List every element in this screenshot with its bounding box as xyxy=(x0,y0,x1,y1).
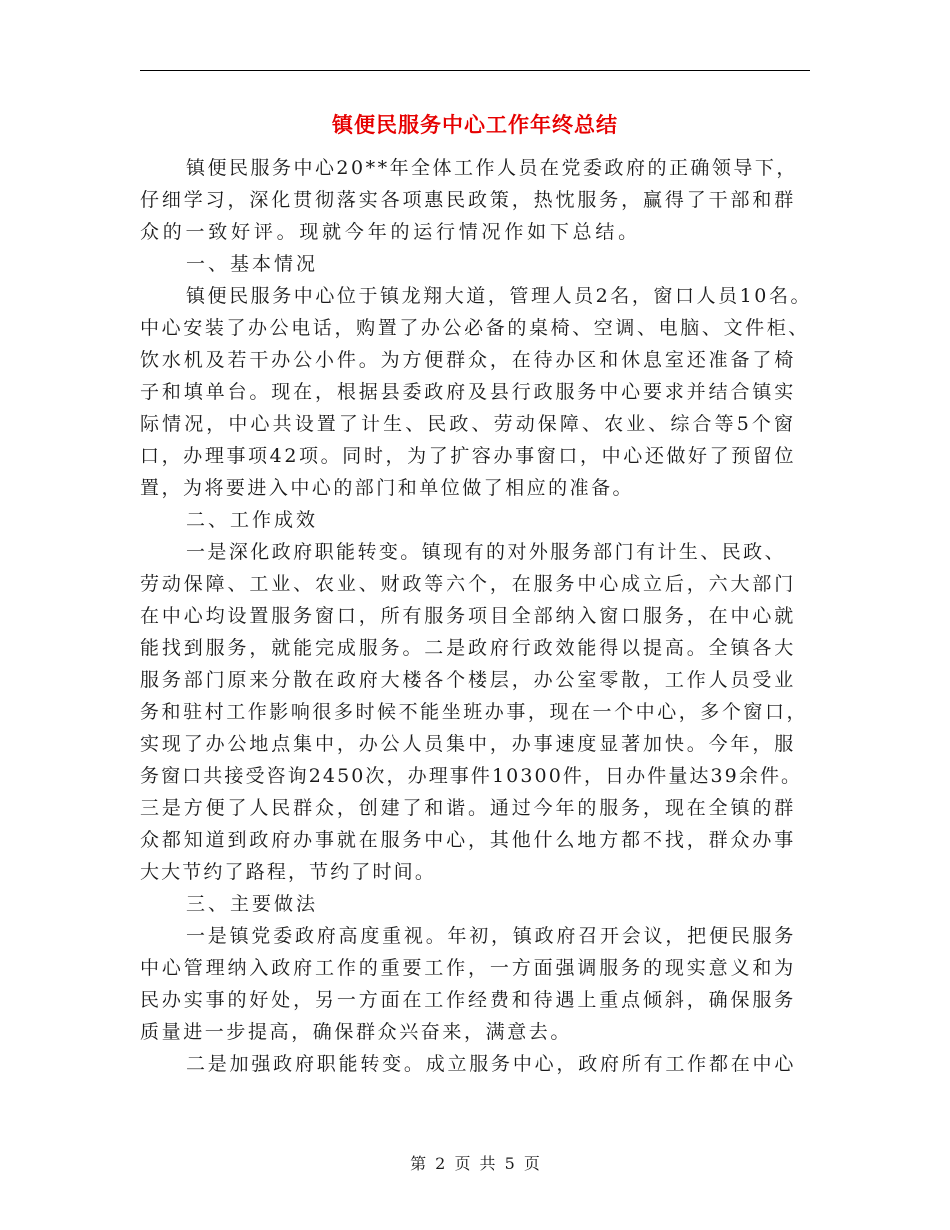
page-footer: 第 2 页 共 5 页 xyxy=(410,1154,540,1173)
body-line: 二是加强政府职能转变。成立服务中心，政府所有工作都在中心 xyxy=(186,1053,797,1075)
body-line: 众的一致好评。现就今年的运行情况作如下总结。 xyxy=(140,221,641,243)
body-line: 质量进一步提高，确保群众兴奋来，满意去。 xyxy=(140,1021,573,1043)
body-line: 中心安装了办公电话，购置了办公必备的桌椅、空调、电脑、文件柜、 xyxy=(140,317,810,339)
body-line: 镇便民服务中心20**年全体工作人员在党委政府的正确领导下， xyxy=(186,157,798,179)
body-line: 际情况，中心共设置了计生、民政、劳动保障、农业、综合等5个窗 xyxy=(140,413,797,435)
document-title: 镇便民服务中心工作年终总结 xyxy=(332,112,618,137)
body-line: 置，为将要进入中心的部门和单位做了相应的准备。 xyxy=(140,477,635,499)
body-line: 口，办理事项42项。同时，为了扩容办事窗口，中心还做好了预留位 xyxy=(140,445,797,467)
body-line: 劳动保障、工业、农业、财政等六个，在服务中心成立后，六大部门 xyxy=(140,573,797,595)
body-line: 子和填单台。现在，根据县委政府及县行政服务中心要求并结合镇实 xyxy=(140,381,797,403)
body-line: 务窗口共接受咨询2450次，办理事件10300件，日办件量达39余件。 xyxy=(140,765,803,787)
body-line: 中心管理纳入政府工作的重要工作，一方面强调服务的现实意义和为 xyxy=(140,957,797,979)
section-heading: 一、基本情况 xyxy=(186,253,319,275)
body-line: 民办实事的好处，另一方面在工作经费和待遇上重点倾斜，确保服务 xyxy=(140,989,797,1011)
body-line: 众都知道到政府办事就在服务中心，其他什么地方都不找，群众办事 xyxy=(140,829,797,851)
body-line: 能找到服务，就能完成服务。二是政府行政效能得以提高。全镇各大 xyxy=(140,637,797,659)
body-line: 服务部门原来分散在政府大楼各个楼层，办公室零散，工作人员受业 xyxy=(140,669,797,691)
section-heading: 二、工作成效 xyxy=(186,509,319,531)
body-line: 三是方便了人民群众，创建了和谐。通过今年的服务，现在全镇的群 xyxy=(140,797,797,819)
body-line: 饮水机及若干办公小件。为方便群众，在待办区和休息室还准备了椅 xyxy=(140,349,797,371)
body-line: 实现了办公地点集中，办公人员集中，办事速度显著加快。今年，服 xyxy=(140,733,797,755)
body-line: 务和驻村工作影响很多时候不能坐班办事，现在一个中心，多个窗口， xyxy=(140,701,809,723)
body-line: 在中心均设置服务窗口，所有服务项目全部纳入窗口服务，在中心就 xyxy=(140,605,797,627)
body-line: 一是镇党委政府高度重视。年初，镇政府召开会议，把便民服务 xyxy=(186,925,797,947)
body-line: 仔细学习，深化贯彻落实各项惠民政策，热忱服务，赢得了干部和群 xyxy=(140,189,797,211)
body-line: 镇便民服务中心位于镇龙翔大道，管理人员2名，窗口人员10名。 xyxy=(186,285,813,307)
body-line: 一是深化政府职能转变。镇现有的对外服务部门有计生、民政、 xyxy=(186,541,787,563)
section-heading: 三、主要做法 xyxy=(186,893,319,915)
body-line: 大大节约了路程，节约了时间。 xyxy=(140,861,436,883)
